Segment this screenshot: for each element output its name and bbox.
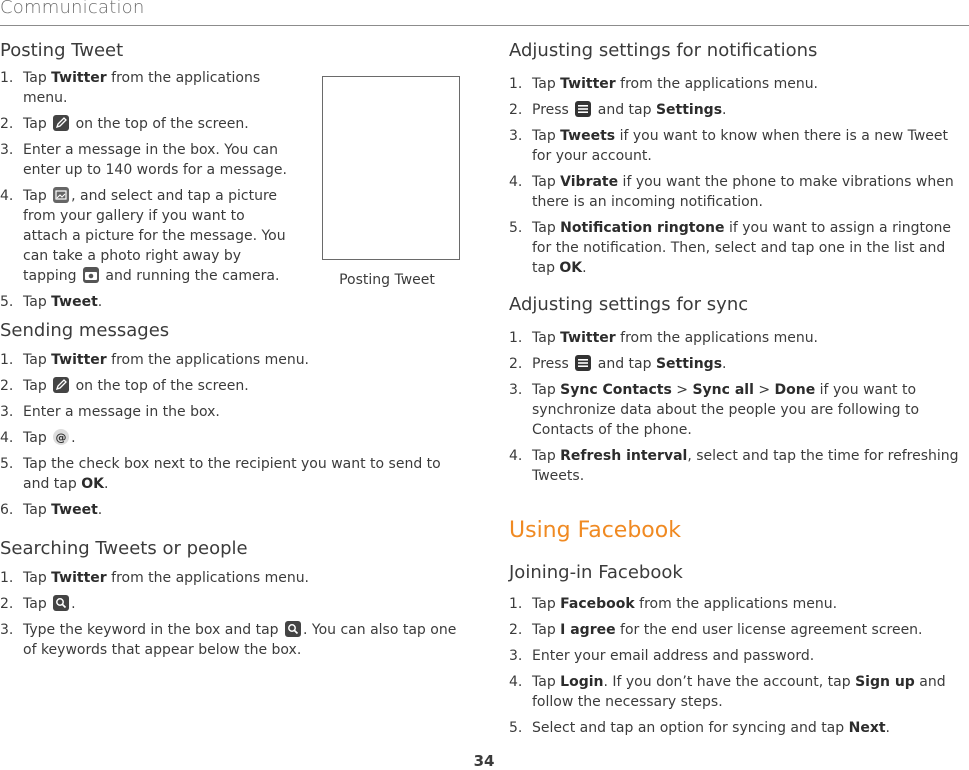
list-item: 3. Enter a message in the box. You can enter up to 140 words for a message. (0, 142, 287, 178)
list-item: 4. Tap Refresh interval, select and tap the time for refreshing Tweets. (509, 448, 959, 484)
compose-icon (53, 377, 69, 393)
list-item: 4. Tap Login. If you don’t have the account, tap Sign up and follow the necessary steps. (509, 674, 946, 710)
menu-icon (575, 355, 591, 371)
list-item: 2. Press and tap Settings. (509, 356, 727, 372)
list-item: 2. Tap on the top of the screen. (0, 378, 249, 394)
mention-icon (53, 429, 69, 445)
page-header (0, 0, 969, 26)
right-column (509, 38, 959, 738)
posting-tweet-screenshot (322, 76, 460, 260)
svg-text:@: @ (55, 431, 67, 444)
posting-steps (0, 68, 292, 312)
sending-steps (0, 350, 466, 520)
notifications-steps (509, 74, 959, 278)
menu-icon (575, 101, 591, 117)
searching-steps (0, 568, 466, 660)
list-item: 5. Tap Tweet. (0, 294, 103, 310)
figure-caption: Posting Tweet (339, 272, 435, 288)
list-item: 5. Tap Notification ringtone if you want to assign a ringtone for the notification. Then, select and tap one in the list and tap OK. (509, 220, 952, 276)
section-title: Using Facebook (509, 518, 681, 543)
compose-icon (53, 115, 69, 131)
searching-heading: Searching Tweets or people (0, 538, 248, 559)
list-item: 2. Tap . (0, 596, 76, 612)
list-item: 2. Tap I agree for the end user license agreement screen. (509, 622, 923, 638)
facebook-heading: Joining-in Facebook (509, 562, 683, 583)
list-item: 1. Tap Twitter from the applications menu. (509, 76, 819, 92)
posting-heading: Posting Tweet (0, 40, 124, 61)
list-item: 5. Tap the check box next to the recipient you want to send to and tap OK. (0, 456, 441, 492)
list-item: 4. Tap , and select and tap a picture from your gallery if you want to attach a picture for the message. You can take a photo right away by tapping and running the camera. (0, 188, 286, 284)
chapter-title: Communication (0, 0, 145, 18)
list-item: 2. Press and tap Settings. (509, 102, 727, 118)
list-item: 1. Tap Twitter from the applications menu. (0, 570, 310, 586)
list-item: 3. Enter a message in the box. (0, 404, 220, 420)
list-item: 1. Tap Twitter from the applications menu. (509, 330, 819, 346)
notifications-heading: Adjusting settings for notifications (509, 40, 818, 61)
list-item: 4. Tap @ . (0, 430, 76, 446)
list-item: 1. Tap Facebook from the applications menu. (509, 596, 838, 612)
list-item: 6. Tap Tweet. (0, 502, 103, 518)
list-item: 3. Enter your email address and password. (509, 648, 815, 664)
list-item: 1. Tap Twitter from the applications menu. (0, 70, 261, 106)
list-item: 1. Tap Twitter from the applications menu. (0, 352, 310, 368)
list-item: 3. Tap Tweets if you want to know when there is a new Tweet for your account. (509, 128, 949, 164)
list-item: 4. Tap Vibrate if you want the phone to make vibrations when there is an incoming notification. (509, 174, 954, 210)
search-icon (53, 595, 69, 611)
list-item: 3. Type the keyword in the box and tap . You can also tap one of keywords that appear below the box. (0, 622, 457, 658)
list-item: 3. Tap Sync Contacts > Sync all > Done if you want to synchronize data about the people you are following to Contacts of the phone. (509, 382, 920, 438)
search-icon (285, 621, 301, 637)
sending-heading: Sending messages (0, 320, 170, 341)
list-item: 2. Tap on the top of the screen. (0, 116, 249, 132)
attach-picture-icon (53, 187, 69, 203)
list-item: 5. Select and tap an option for syncing and tap Next. (509, 720, 890, 736)
sync-heading: Adjusting settings for sync (509, 294, 749, 315)
sync-steps (509, 328, 959, 486)
camera-icon (83, 267, 99, 283)
facebook-steps (509, 594, 959, 738)
page-number: 34 (473, 752, 495, 770)
